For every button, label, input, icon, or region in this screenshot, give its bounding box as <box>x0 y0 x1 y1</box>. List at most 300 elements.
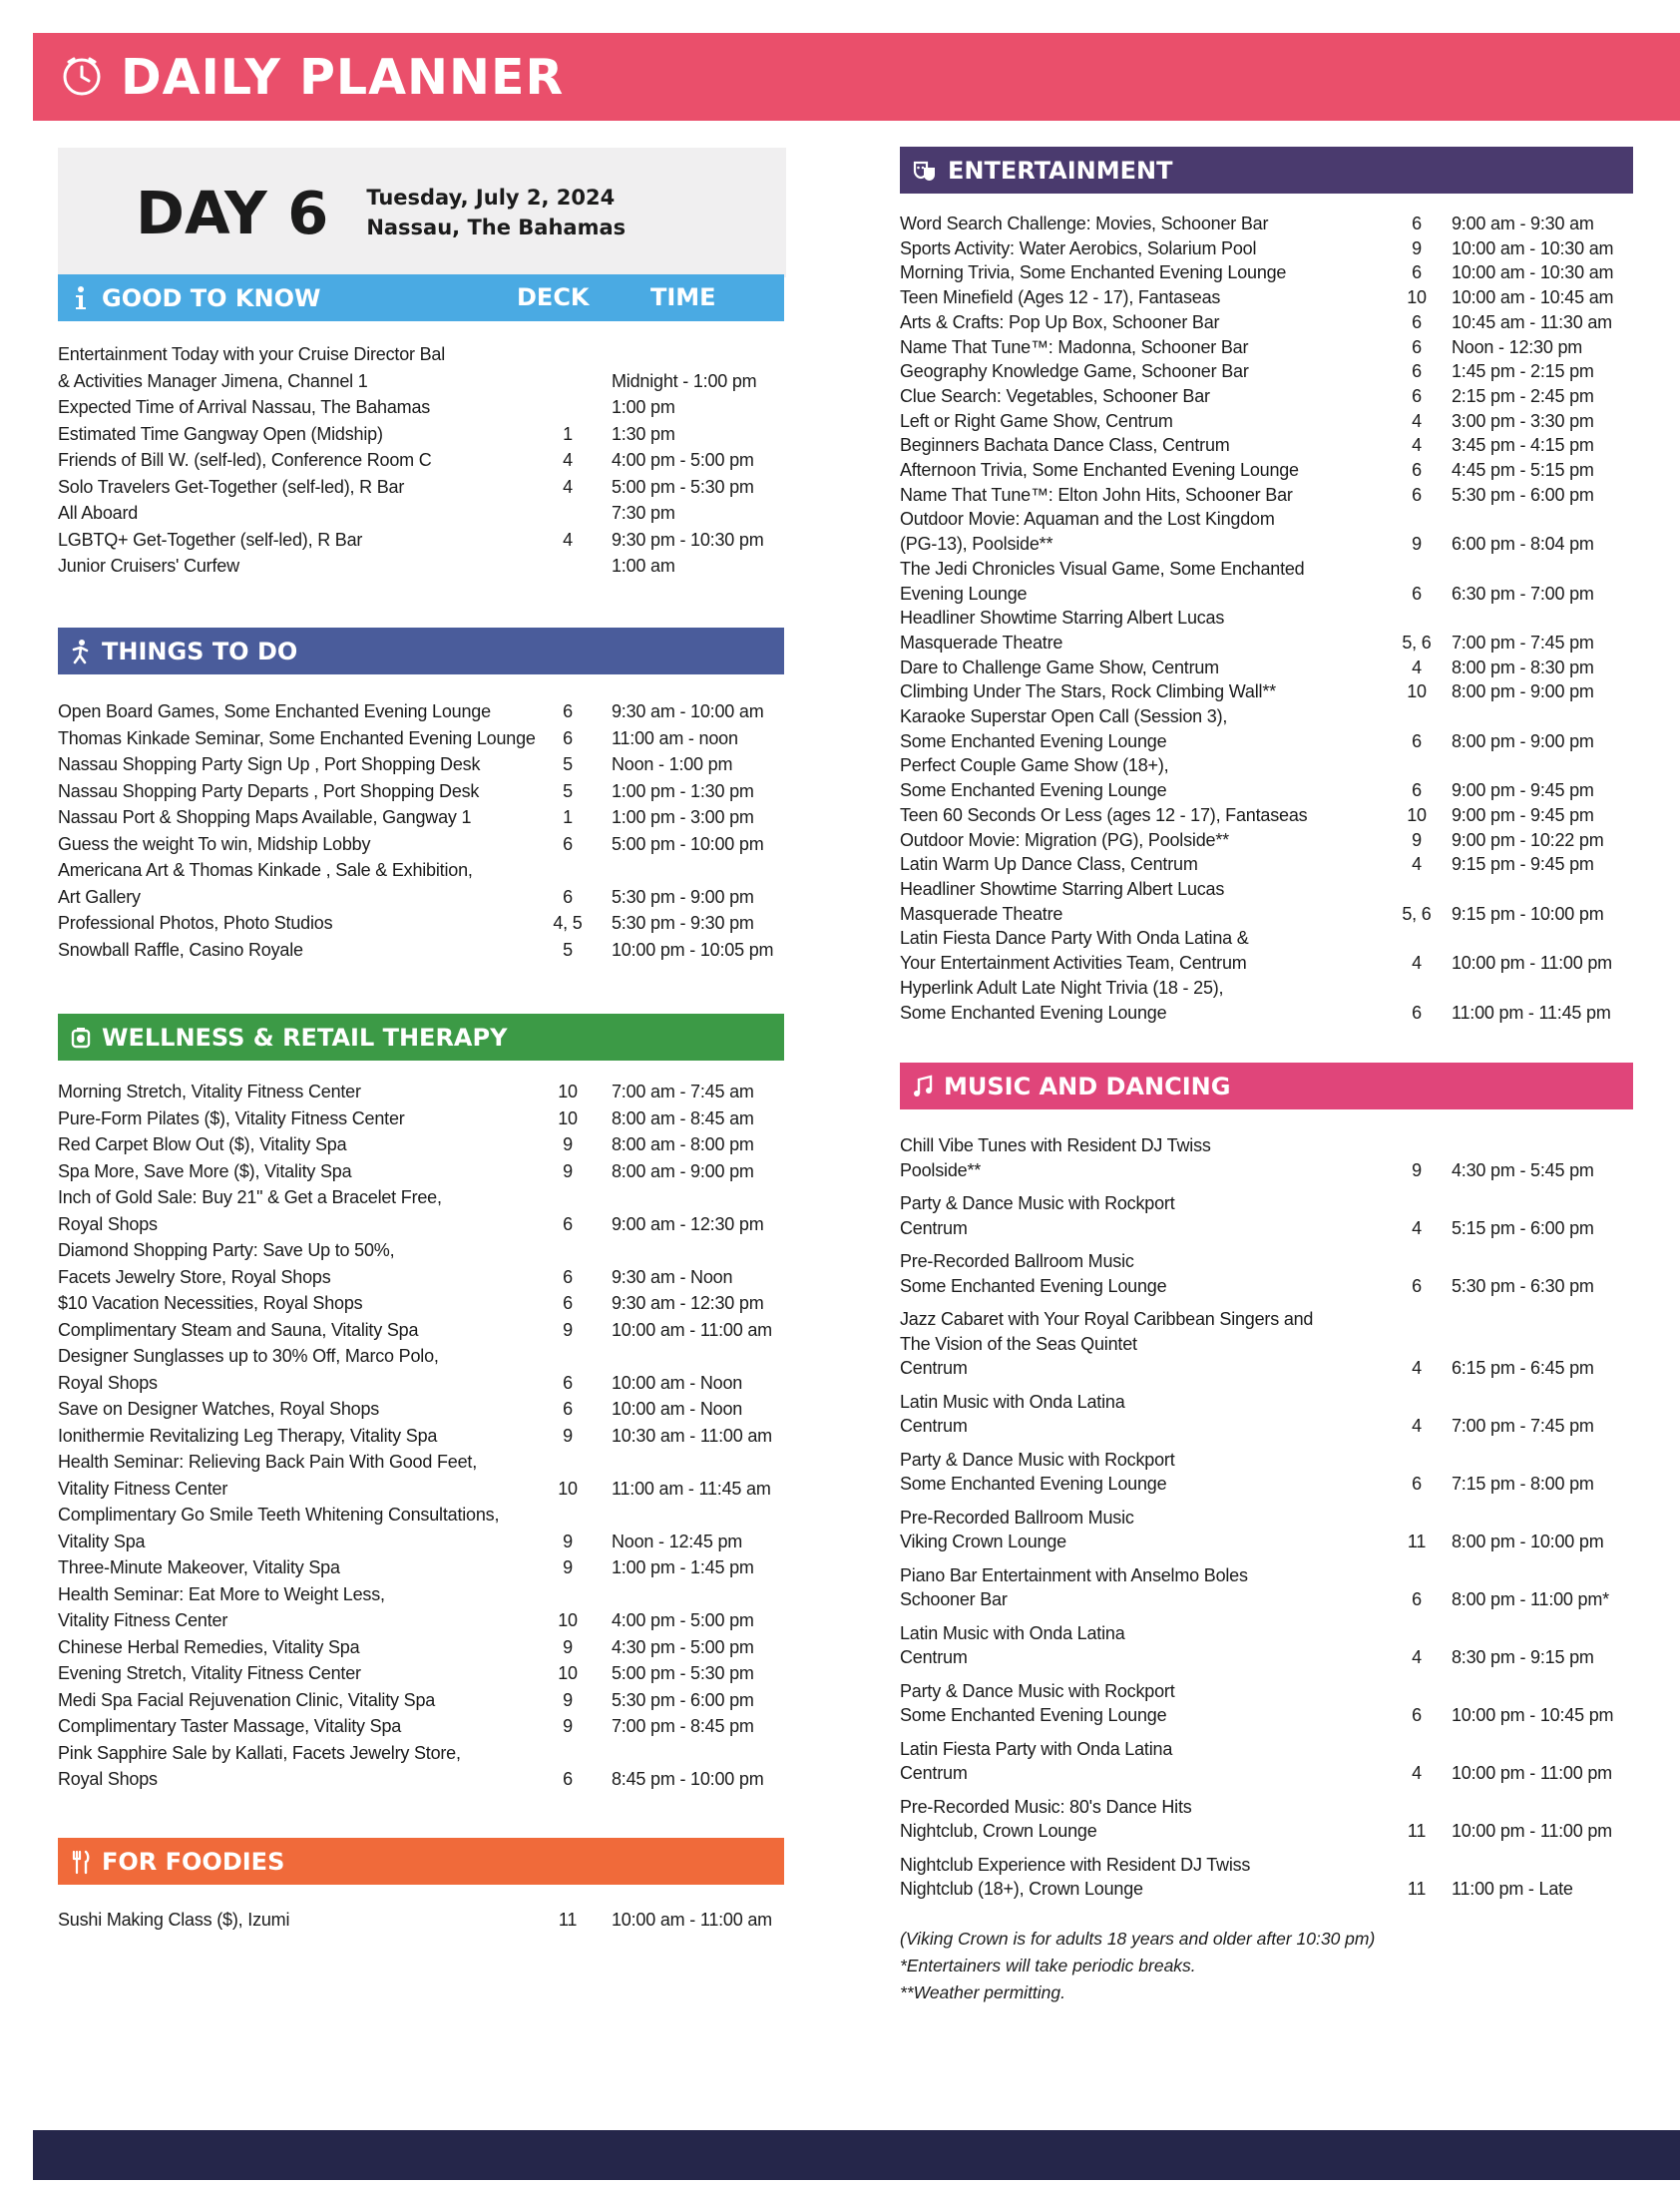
time-range: 11:00 am - noon <box>612 727 738 748</box>
time-range: 8:00 pm - 9:00 pm <box>1452 730 1594 751</box>
time-range: 10:00 pm - 10:05 pm <box>612 939 774 960</box>
activity-line: Sports Activity: Water Aerobics, Solarium Pool <box>900 237 1257 258</box>
activity-line: Some Enchanted Evening Lounge <box>900 780 1167 801</box>
deck-number: 6 <box>1412 385 1422 406</box>
section-wellness <box>58 1014 784 1793</box>
page-title: DAILY PLANNER <box>121 48 565 106</box>
schedule-row <box>58 857 784 910</box>
activity-line: Perfect Couple Game Show (18+), <box>900 755 1169 776</box>
time-range: 11:00 am - 11:45 am <box>612 1478 771 1499</box>
time-range: 9:00 am - 12:30 pm <box>612 1213 764 1234</box>
schedule-row <box>58 1907 784 1934</box>
schedule-row <box>900 1621 1633 1670</box>
schedule-row <box>900 557 1633 606</box>
deck-number: 4 <box>1412 657 1422 677</box>
schedule-row <box>900 1563 1633 1612</box>
activity-line: Entertainment Today with your Cruise Director Bal <box>58 344 446 364</box>
schedule-row <box>58 937 784 964</box>
schedule-row <box>900 704 1633 753</box>
schedule-row <box>58 1634 784 1661</box>
schedule-row <box>58 1449 784 1502</box>
time-range: 4:30 pm - 5:45 pm <box>1452 1159 1594 1180</box>
activity-line: Thomas Kinkade Seminar, Some Enchanted Evening Lounge <box>58 727 536 748</box>
deck-number: 4 <box>563 529 573 550</box>
schedule-row <box>58 394 784 421</box>
rows <box>58 698 784 963</box>
section-foodies <box>58 1838 784 1934</box>
activity-line: Geography Knowledge Game, Schooner Bar <box>900 361 1249 382</box>
rows <box>900 1133 1633 1902</box>
activity-line: Dare to Challenge Game Show, Centrum <box>900 657 1219 677</box>
activity-line: Diamond Shopping Party: Save Up to 50%, <box>58 1240 395 1260</box>
deck-number: 6 <box>1412 262 1422 283</box>
time-range: 5:15 pm - 6:00 pm <box>1452 1217 1594 1238</box>
deck-number: 6 <box>1412 1275 1422 1296</box>
time-range: 1:45 pm - 2:15 pm <box>1452 361 1594 382</box>
time-range: 8:00 pm - 11:00 pm* <box>1452 1589 1609 1609</box>
time-range: 10:00 am - 10:30 am <box>1452 262 1614 283</box>
schedule-row <box>900 433 1633 458</box>
section-things-to-do <box>58 628 784 963</box>
activity-line: Chinese Herbal Remedies, Vitality Spa <box>58 1636 360 1657</box>
time-range: 8:00 am - 8:00 pm <box>612 1134 754 1154</box>
activity-line: Karaoke Superstar Open Call (Session 3), <box>900 706 1228 727</box>
activity-line: Nassau Shopping Party Sign Up , Port Shopping Desk <box>58 754 481 774</box>
activity-line: Latin Fiesta Party with Onda Latina <box>900 1738 1173 1759</box>
deck-number: 6 <box>1412 336 1422 357</box>
schedule-row <box>58 500 784 527</box>
day-info <box>366 183 626 242</box>
schedule-row <box>58 474 784 501</box>
schedule-row <box>900 260 1633 285</box>
activity-line: Junior Cruisers' Curfew <box>58 556 239 576</box>
activity-line: Save on Designer Watches, Royal Shops <box>58 1399 380 1419</box>
activity-line: Your Entertainment Activities Team, Centrum <box>900 953 1247 974</box>
schedule-row <box>900 1853 1633 1902</box>
activity-line: Red Carpet Blow Out ($), Vitality Spa <box>58 1134 347 1154</box>
activity-line: & Activities Manager Jimena, Channel 1 <box>58 370 368 391</box>
time-range: 9:30 am - Noon <box>612 1266 733 1287</box>
schedule-row <box>58 421 784 448</box>
deck-number: 10 <box>1407 804 1427 825</box>
activity-line: Party & Dance Music with Rockport <box>900 1193 1175 1213</box>
section-title: ENTERTAINMENT <box>948 156 1173 185</box>
activity-name <box>58 421 784 448</box>
deck-number: 6 <box>1412 780 1422 801</box>
activity-line: Some Enchanted Evening Lounge <box>900 1275 1167 1296</box>
rows <box>58 341 784 580</box>
schedule-row <box>58 1423 784 1450</box>
time-range: 10:00 am - 11:00 am <box>612 1910 772 1930</box>
activity-line: Pre-Recorded Music: 80's Dance Hits <box>900 1796 1192 1817</box>
deck-number: 6 <box>563 1399 573 1419</box>
deck-number: 9 <box>563 1134 573 1154</box>
deck-number: 9 <box>563 1425 573 1446</box>
time-range: 9:00 am - 9:30 am <box>1452 214 1594 233</box>
schedule-row <box>900 285 1633 310</box>
schedule-row <box>900 828 1633 853</box>
schedule-row <box>900 409 1633 434</box>
activity-line: Pure-Form Pilates ($), Vitality Fitness Center <box>58 1107 405 1128</box>
activity-line: Latin Fiesta Dance Party With Onda Latina & <box>900 928 1249 949</box>
deck-number: 6 <box>563 1266 573 1287</box>
schedule-row <box>58 1713 784 1740</box>
section-header <box>58 274 784 321</box>
activity-line: Latin Music with Onda Latina <box>900 1622 1125 1643</box>
schedule-row <box>900 679 1633 704</box>
activity-line: Clue Search: Vegetables, Schooner Bar <box>900 385 1210 406</box>
time-range: 1:00 pm - 3:00 pm <box>612 807 754 827</box>
time-range: 9:15 pm - 10:00 pm <box>1452 903 1604 924</box>
schedule-row <box>900 1307 1633 1381</box>
time-range: 5:00 pm - 5:30 pm <box>612 1663 754 1683</box>
time-range: 4:00 pm - 5:00 pm <box>612 450 754 470</box>
time-range: Noon - 12:45 pm <box>612 1531 743 1551</box>
schedule-row <box>58 1184 784 1237</box>
time-range: 10:00 pm - 10:45 pm <box>1452 1705 1614 1725</box>
deck-number: 6 <box>1412 361 1422 382</box>
schedule-row <box>900 976 1633 1025</box>
deck-number: 6 <box>563 1293 573 1313</box>
time-range: 10:00 pm - 11:00 pm <box>1452 1763 1612 1783</box>
deck-number: 6 <box>1412 1002 1422 1023</box>
activity-line: Latin Warm Up Dance Class, Centrum <box>900 854 1198 875</box>
section-header <box>900 1063 1633 1109</box>
rows <box>900 212 1633 1025</box>
deck-number: 6 <box>563 701 573 721</box>
activity-line: Pink Sapphire Sale by Kallati, Facets Jewelry Store, <box>58 1742 461 1763</box>
deck-number: 10 <box>1407 287 1427 308</box>
utensils-icon <box>70 1849 92 1875</box>
schedule-row <box>900 335 1633 360</box>
time-range: 8:00 pm - 10:00 pm <box>1452 1532 1604 1551</box>
section-header <box>58 1838 784 1885</box>
time-range: 1:00 pm - 1:45 pm <box>612 1557 754 1577</box>
schedule-row <box>58 1079 784 1105</box>
activity-line: Evening Lounge <box>900 583 1028 604</box>
deck-number: 5, 6 <box>1402 632 1432 653</box>
activity-line: Complimentary Taster Massage, Vitality Spa <box>58 1716 402 1736</box>
activity-line: Ionithermie Revitalizing Leg Therapy, Vitality Spa <box>58 1425 438 1446</box>
time-range: 8:00 pm - 8:30 pm <box>1452 657 1594 677</box>
activity-line: Word Search Challenge: Movies, Schooner Bar <box>900 214 1269 233</box>
schedule-row <box>900 1133 1633 1182</box>
activity-line: Spa More, Save More ($), Vitality Spa <box>58 1160 352 1181</box>
activity-line: Some Enchanted Evening Lounge <box>900 1002 1167 1023</box>
schedule-row <box>900 1191 1633 1240</box>
schedule-row <box>58 1290 784 1317</box>
schedule-row <box>900 507 1633 556</box>
deck-number: 6 <box>563 1372 573 1393</box>
daily-planner-banner <box>33 33 1680 121</box>
time-range: Noon - 1:00 pm <box>612 754 733 774</box>
schedule-row <box>58 1660 784 1687</box>
activity-line: Party & Dance Music with Rockport <box>900 1680 1175 1701</box>
schedule-row <box>900 310 1633 335</box>
deck-number: 5 <box>563 780 573 801</box>
activity-line: Complimentary Go Smile Teeth Whitening Consultations, <box>58 1505 500 1525</box>
activity-line: Centrum <box>900 1647 968 1667</box>
schedule-row <box>900 877 1633 926</box>
time-range: 9:00 pm - 9:45 pm <box>1452 804 1594 825</box>
schedule-row <box>58 1131 784 1158</box>
day-date: Tuesday, July 2, 2024 <box>366 186 616 210</box>
activity-line: Beginners Bachata Dance Class, Centrum <box>900 435 1230 456</box>
schedule-row <box>58 553 784 580</box>
schedule-row <box>58 751 784 778</box>
deck-number: 6 <box>1412 1589 1422 1609</box>
activity-line: Headliner Showtime Starring Albert Lucas <box>900 608 1225 629</box>
activity-line: Health Seminar: Relieving Back Pain With Good Feet, <box>58 1452 477 1472</box>
deck-number: 1 <box>563 423 573 444</box>
activity-line: Outdoor Movie: Migration (PG), Poolside** <box>900 829 1229 850</box>
activity-line: Inch of Gold Sale: Buy 21" & Get a Bracelet Free, <box>58 1187 442 1207</box>
activity-name <box>58 553 784 580</box>
activity-line: Sushi Making Class ($), Izumi <box>58 1910 290 1930</box>
activity-line: Masquerade Theatre <box>900 632 1063 653</box>
deck-number: 6 <box>563 727 573 748</box>
time-range: 7:30 pm <box>612 503 675 523</box>
activity-line: Pre-Recorded Ballroom Music <box>900 1251 1134 1271</box>
schedule-row <box>58 527 784 554</box>
deck-number: 9 <box>563 1689 573 1710</box>
activity-line: Friends of Bill W. (self-led), Conference Room C <box>58 450 432 470</box>
activity-line: All Aboard <box>58 503 139 523</box>
activity-line: Climbing Under The Stars, Rock Climbing Wall** <box>900 681 1276 702</box>
activity-line: Nassau Port & Shopping Maps Available, Gangway 1 <box>58 807 472 827</box>
deck-number: 4 <box>563 450 573 470</box>
activity-line: Art Gallery <box>58 886 141 907</box>
footnote: **Weather permitting. <box>900 1982 1066 2002</box>
time-range: 6:00 pm - 8:04 pm <box>1452 534 1594 555</box>
activity-line: Vitality Fitness Center <box>58 1610 228 1630</box>
schedule-row <box>900 852 1633 877</box>
time-range: 10:00 am - Noon <box>612 1372 743 1393</box>
deck-number: 4 <box>1412 1416 1422 1436</box>
deck-number: 6 <box>563 1213 573 1234</box>
time-range: 5:30 pm - 6:00 pm <box>1452 484 1594 505</box>
time-range: 5:30 pm - 9:30 pm <box>612 913 754 933</box>
activity-line: Expected Time of Arrival Nassau, The Bahamas <box>58 397 431 417</box>
activity-line: The Jedi Chronicles Visual Game, Some Enchanted <box>900 558 1305 579</box>
activity-line: Masquerade Theatre <box>900 903 1063 924</box>
time-range: 10:00 pm - 11:00 pm <box>1452 1821 1612 1841</box>
section-header <box>58 628 784 674</box>
time-range: 9:15 pm - 9:45 pm <box>1452 854 1594 875</box>
schedule-row <box>900 803 1633 828</box>
activity-line: Name That Tune™: Madonna, Schooner Bar <box>900 336 1249 357</box>
deck-number: 4 <box>1412 1217 1422 1238</box>
time-range: 9:00 pm - 10:22 pm <box>1452 829 1604 850</box>
activity-line: Poolside** <box>900 1159 982 1180</box>
section-header <box>58 1014 784 1061</box>
deck-number: 4 <box>1412 410 1422 431</box>
activity-line: Some Enchanted Evening Lounge <box>900 1474 1167 1494</box>
deck-number: 5 <box>563 754 573 774</box>
clock-icon <box>61 56 103 98</box>
deck-number: 9 <box>1412 237 1422 258</box>
activity-line: Morning Trivia, Some Enchanted Evening Lounge <box>900 262 1287 283</box>
time-range: 10:00 am - Noon <box>612 1399 743 1419</box>
deck-number: 6 <box>563 833 573 854</box>
time-range: 1:00 am <box>612 556 675 576</box>
time-range: 8:00 am - 8:45 am <box>612 1107 754 1128</box>
activity-line: Professional Photos, Photo Studios <box>58 913 333 933</box>
deck-number: 4 <box>1412 435 1422 456</box>
deck-number: 4 <box>1412 1763 1422 1783</box>
wellness-icon <box>70 1025 92 1051</box>
time-range: 3:45 pm - 4:15 pm <box>1452 435 1594 456</box>
time-range: 5:30 pm - 6:00 pm <box>612 1689 754 1710</box>
activity-line: Royal Shops <box>58 1769 158 1789</box>
time-column-header: TIME <box>650 283 716 311</box>
time-range: 9:30 am - 12:30 pm <box>612 1293 764 1313</box>
activity-line: Viking Crown Lounge <box>900 1532 1066 1551</box>
time-range: 10:30 am - 11:00 am <box>612 1425 772 1446</box>
section-title: MUSIC AND DANCING <box>944 1072 1231 1100</box>
activity-line: Royal Shops <box>58 1372 158 1393</box>
schedule-row <box>900 926 1633 975</box>
schedule-row <box>58 1158 784 1185</box>
schedule-row <box>900 606 1633 655</box>
activity-line: Headliner Showtime Starring Albert Lucas <box>900 878 1225 899</box>
deck-number: 9 <box>563 1636 573 1657</box>
schedule-row <box>900 1795 1633 1844</box>
deck-number: 6 <box>563 1769 573 1789</box>
schedule-row <box>58 698 784 725</box>
deck-number: 1 <box>563 807 573 827</box>
activity-line: Guess the weight To win, Midship Lobby <box>58 833 371 854</box>
deck-number: 10 <box>558 1610 578 1630</box>
time-range: 8:45 pm - 10:00 pm <box>612 1769 764 1789</box>
deck-number: 4, 5 <box>553 913 583 933</box>
time-range: 10:45 am - 11:30 am <box>1452 311 1612 332</box>
schedule-row <box>900 458 1633 483</box>
schedule-row <box>58 910 784 937</box>
time-range: 7:00 pm - 8:45 pm <box>612 1716 754 1736</box>
activity-line: Chill Vibe Tunes with Resident DJ Twiss <box>900 1135 1211 1155</box>
deck-number: 10 <box>558 1107 578 1128</box>
deck-number: 5, 6 <box>1402 903 1432 924</box>
activity-line: Health Seminar: Eat More to Weight Less, <box>58 1583 385 1604</box>
schedule-row <box>900 656 1633 680</box>
time-range: Midnight - 1:00 pm <box>612 370 757 391</box>
schedule-row <box>900 753 1633 802</box>
schedule-row <box>900 1506 1633 1554</box>
time-range: 7:00 am - 7:45 am <box>612 1082 754 1101</box>
schedule-row <box>900 1249 1633 1298</box>
time-range: 8:30 pm - 9:15 pm <box>1452 1647 1594 1667</box>
deck-number: 11 <box>1407 1879 1427 1899</box>
deck-number: 10 <box>558 1082 578 1101</box>
activity-line: Left or Right Game Show, Centrum <box>900 410 1173 431</box>
time-range: 4:00 pm - 5:00 pm <box>612 1610 754 1630</box>
activity-line: Designer Sunglasses up to 30% Off, Marco Polo, <box>58 1346 439 1366</box>
deck-number: 10 <box>558 1663 578 1683</box>
footnote: *Entertainers will take periodic breaks. <box>900 1956 1196 1975</box>
time-range: 11:00 pm - 11:45 pm <box>1452 1002 1611 1023</box>
schedule-row <box>58 1105 784 1132</box>
activity-line: Solo Travelers Get-Together (self-led), R Bar <box>58 476 405 497</box>
time-range: 8:00 am - 9:00 pm <box>612 1160 754 1181</box>
activity-line: Hyperlink Adult Late Night Trivia (18 - 25), <box>900 977 1224 998</box>
activity-line: Nightclub Experience with Resident DJ Twiss <box>900 1854 1251 1875</box>
schedule-row <box>58 1740 784 1793</box>
deck-number: 4 <box>1412 1358 1422 1378</box>
deck-number: 9 <box>1412 534 1422 555</box>
schedule-row <box>58 831 784 858</box>
deck-number: 9 <box>563 1160 573 1181</box>
deck-number: 6 <box>1412 1474 1422 1494</box>
time-range: 1:30 pm <box>612 423 675 444</box>
time-range: 7:15 pm - 8:00 pm <box>1452 1474 1594 1494</box>
time-range: 8:00 pm - 9:00 pm <box>1452 681 1594 702</box>
activity-line: Centrum <box>900 1416 968 1436</box>
time-range: 9:30 pm - 10:30 pm <box>612 529 764 550</box>
schedule-row <box>58 1581 784 1634</box>
activity-line: Name That Tune™: Elton John Hits, Schooner Bar <box>900 484 1293 505</box>
time-range: 11:00 pm - Late <box>1452 1879 1573 1899</box>
deck-number: 11 <box>1407 1532 1427 1551</box>
section-title: THINGS TO DO <box>102 637 298 665</box>
time-range: 10:00 pm - 11:00 pm <box>1452 953 1612 974</box>
activity-line: Three-Minute Makeover, Vitality Spa <box>58 1557 340 1577</box>
schedule-row <box>58 341 784 394</box>
rows <box>58 1079 784 1793</box>
activity-line: Estimated Time Gangway Open (Midship) <box>58 423 383 444</box>
deck-column-header: DECK <box>517 283 590 311</box>
activity-line: The Vision of the Seas Quintet <box>900 1333 1137 1354</box>
activity-line: Outdoor Movie: Aquaman and the Lost Kingdom <box>900 509 1275 530</box>
day-number: DAY 6 <box>136 178 329 247</box>
section-header <box>900 147 1633 194</box>
schedule-row <box>900 212 1633 236</box>
schedule-row <box>58 778 784 805</box>
activity-line: Vitality Spa <box>58 1531 146 1551</box>
activity-line: Jazz Cabaret with Your Royal Caribbean Singers and <box>900 1309 1314 1329</box>
deck-number: 9 <box>563 1531 573 1551</box>
deck-number: 10 <box>558 1478 578 1499</box>
schedule-row <box>900 1390 1633 1439</box>
time-range: 7:00 pm - 7:45 pm <box>1452 632 1594 653</box>
deck-number: 6 <box>563 886 573 907</box>
schedule-row <box>900 1679 1633 1728</box>
schedule-row <box>900 1448 1633 1497</box>
footnotes <box>900 1926 1375 2006</box>
time-range: 7:00 pm - 7:45 pm <box>1452 1416 1594 1436</box>
deck-number: 4 <box>1412 854 1422 875</box>
time-range: 4:30 pm - 5:00 pm <box>612 1636 754 1657</box>
activity-line: Evening Stretch, Vitality Fitness Center <box>58 1663 361 1683</box>
deck-number: 9 <box>1412 829 1422 850</box>
footer-bar <box>33 2130 1680 2180</box>
activity-line: Morning Stretch, Vitality Fitness Center <box>58 1082 361 1101</box>
section-title: GOOD TO KNOW <box>102 283 321 312</box>
activity-line: Snowball Raffle, Casino Royale <box>58 939 303 960</box>
activity-line: Latin Music with Onda Latina <box>900 1391 1125 1412</box>
day-header <box>58 148 786 277</box>
section-title: WELLNESS & RETAIL THERAPY <box>102 1023 508 1052</box>
time-range: 5:30 pm - 6:30 pm <box>1452 1275 1594 1296</box>
deck-number: 4 <box>563 476 573 497</box>
deck-number: 6 <box>1412 311 1422 332</box>
activity-line: Centrum <box>900 1358 968 1378</box>
schedule-row <box>58 1317 784 1344</box>
deck-number: 6 <box>1412 214 1422 233</box>
schedule-row <box>58 804 784 831</box>
schedule-row <box>58 447 784 474</box>
activity-line: Vitality Fitness Center <box>58 1478 228 1499</box>
